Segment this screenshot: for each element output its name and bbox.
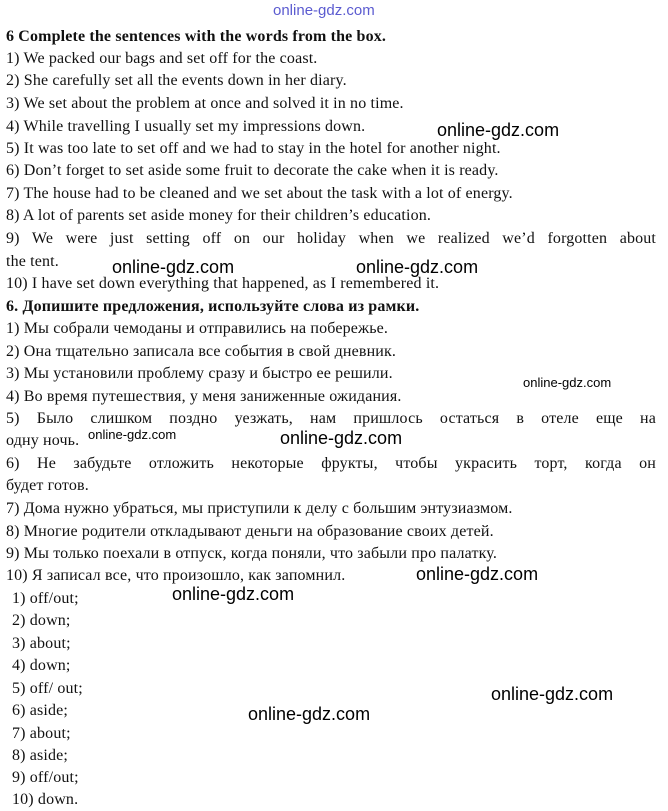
russian-sentence: 5) Было слишком поздно уезжать, нам пришлось остаться в отеле еще на (6, 410, 656, 427)
watermark: online-gdz.com (356, 257, 479, 277)
answer-item: 3) about; (12, 635, 71, 652)
english-heading: 6 Complete the sentences with the words from the box. (6, 28, 387, 45)
watermark: online-gdz.com (248, 704, 371, 724)
english-sentence: 10) I have set down everything that happened, as I remembered it. (6, 275, 440, 292)
watermark: online-gdz.com (280, 428, 403, 448)
russian-heading: 6. Допишите предложения, используйте слова из рамки. (6, 298, 420, 315)
english-sentence: 1) We packed our bags and set off for the coast. (6, 50, 318, 67)
russian-sentence: 10) Я записал все, что произошло, как запомнил. (6, 567, 346, 584)
russian-sentence: 7) Дома нужно убраться, мы приступили к делу с большим энтузиазмом. (6, 500, 513, 517)
russian-sentence: 2) Она тщательно записала все события в свой дневник. (6, 343, 397, 360)
answer-item: 9) off/out; (12, 769, 79, 786)
watermark: online-gdz.com (491, 684, 614, 704)
answer-item: 4) down; (12, 657, 71, 674)
english-sentence: 4) While travelling I usually set my impressions down. (6, 118, 366, 135)
watermark: online-gdz.com (437, 120, 560, 140)
watermark: online-gdz.com (112, 257, 235, 277)
russian-sentence: 4) Во время путешествия, у меня заниженные ожидания. (6, 388, 402, 405)
answer-item: 5) off/ out; (12, 680, 83, 697)
watermark: online-gdz.com (523, 375, 612, 390)
russian-sentence-continued: будет готов. (6, 477, 89, 494)
russian-sentence: 6) Не забудьте отложить некоторые фрукты, чтобы украсить торт, когда он (6, 455, 656, 472)
russian-sentence: 9) Мы только поехали в отпуск, когда поняли, что забыли про палатку. (6, 545, 497, 562)
answer-item: 6) aside; (12, 702, 68, 719)
watermark: online-gdz.com (172, 584, 295, 604)
russian-sentence: 1) Мы собрали чемоданы и отправились на побережье. (6, 320, 389, 337)
english-sentence: 9) We were just setting off on our holiday when we realized we’d forgotten about (6, 230, 656, 247)
english-sentence: 8) A lot of parents set aside money for their children’s education. (6, 207, 432, 224)
watermark-top: online-gdz.com (273, 2, 375, 19)
english-sentence: 2) She carefully set all the events down in her diary. (6, 72, 347, 89)
russian-sentence-continued: одну ночь. (6, 432, 80, 449)
english-sentence: 6) Don’t forget to set aside some fruit to decorate the cake when it is ready. (6, 162, 499, 179)
answer-item: 7) about; (12, 725, 71, 742)
english-sentence: 7) The house had to be cleaned and we set about the task with a lot of energy. (6, 185, 513, 202)
english-sentence: 3) We set about the problem at once and solved it in no time. (6, 95, 404, 112)
english-sentence: 5) It was too late to set off and we had to stay in the hotel for another night. (6, 140, 501, 157)
answer-item: 8) aside; (12, 747, 68, 764)
answer-item: 2) down; (12, 612, 71, 629)
watermark: online-gdz.com (416, 564, 539, 584)
english-sentence-continued: the tent. (6, 253, 59, 270)
russian-sentence: 8) Многие родители откладывают деньги на образование своих детей. (6, 523, 494, 540)
answer-item: 1) off/out; (12, 590, 79, 607)
russian-sentence: 3) Мы установили проблему сразу и быстро ее решили. (6, 365, 393, 382)
watermark: online-gdz.com (88, 427, 177, 442)
answer-item: 10) down. (12, 791, 79, 808)
